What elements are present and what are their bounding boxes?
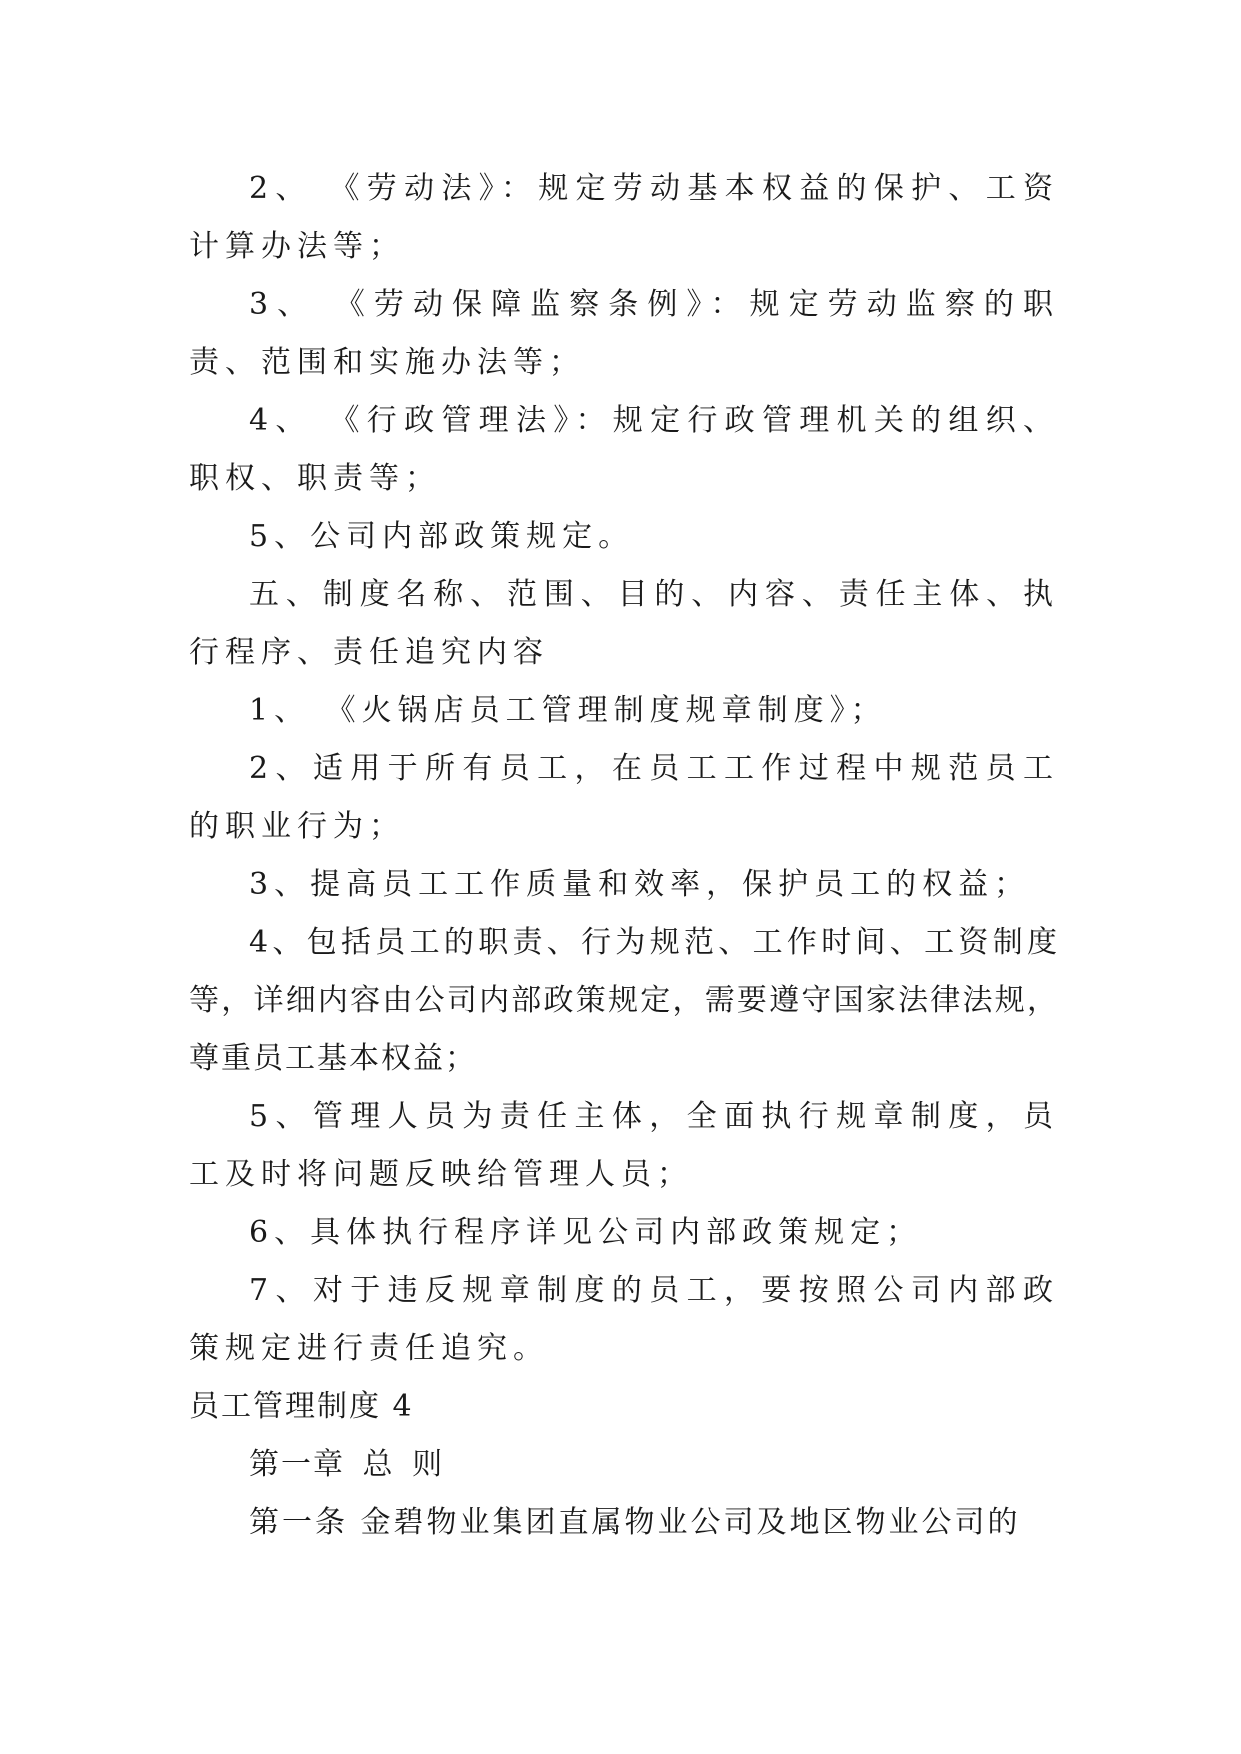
paragraph-execution-procedure: 6、具体执行程序详见公司内部政策规定； — [249, 1215, 923, 1250]
paragraph-accountability: 7、对于违反规章制度的员工，要按照公司内部政策规定进行责任追究。 — [189, 1273, 1059, 1366]
paragraph-labor-inspection-regulation: 3、 《劳动保障监察条例》：规定劳动监察的职责、范围和实施办法等； — [189, 287, 1059, 380]
chapter-one-heading: 第一章 总 则 — [249, 1447, 445, 1482]
paragraph-labor-law: 2、 《劳动法》：规定劳动基本权益的保护、工资计算办法等； — [189, 171, 1059, 264]
paragraph-internal-policy: 5、公司内部政策规定。 — [249, 519, 635, 554]
paragraph-responsible-party: 5、管理人员为责任主体，全面执行规章制度，员工及时将问题反映给管理人员； — [189, 1099, 1059, 1192]
paragraph-system-name: 1、 《火锅店员工管理制度规章制度》； — [249, 693, 887, 728]
section-title-staff-rules-4: 员工管理制度 4 — [189, 1389, 414, 1424]
paragraph-administrative-law: 4、 《行政管理法》：规定行政管理机关的组织、职权、职责等； — [189, 403, 1059, 496]
paragraph-purpose: 3、提高员工工作质量和效率，保护员工的权益； — [249, 867, 1031, 902]
document-body — [189, 160, 1059, 1552]
article-one: 第一条 金碧物业集团直属物业公司及地区物业公司的 — [249, 1505, 1021, 1540]
paragraph-section-five-heading: 五、制度名称、范围、目的、内容、责任主体、执行程序、责任追究内容 — [189, 577, 1059, 670]
paragraph-scope: 2、适用于所有员工，在员工工作过程中规范员工的职业行为； — [189, 751, 1059, 844]
paragraph-content: 4、包括员工的职责、行为规范、工作时间、工资制度等，详细内容由公司内部政策规定，需要遵守国家法律法规，尊重员工基本权益； — [189, 925, 1059, 1076]
